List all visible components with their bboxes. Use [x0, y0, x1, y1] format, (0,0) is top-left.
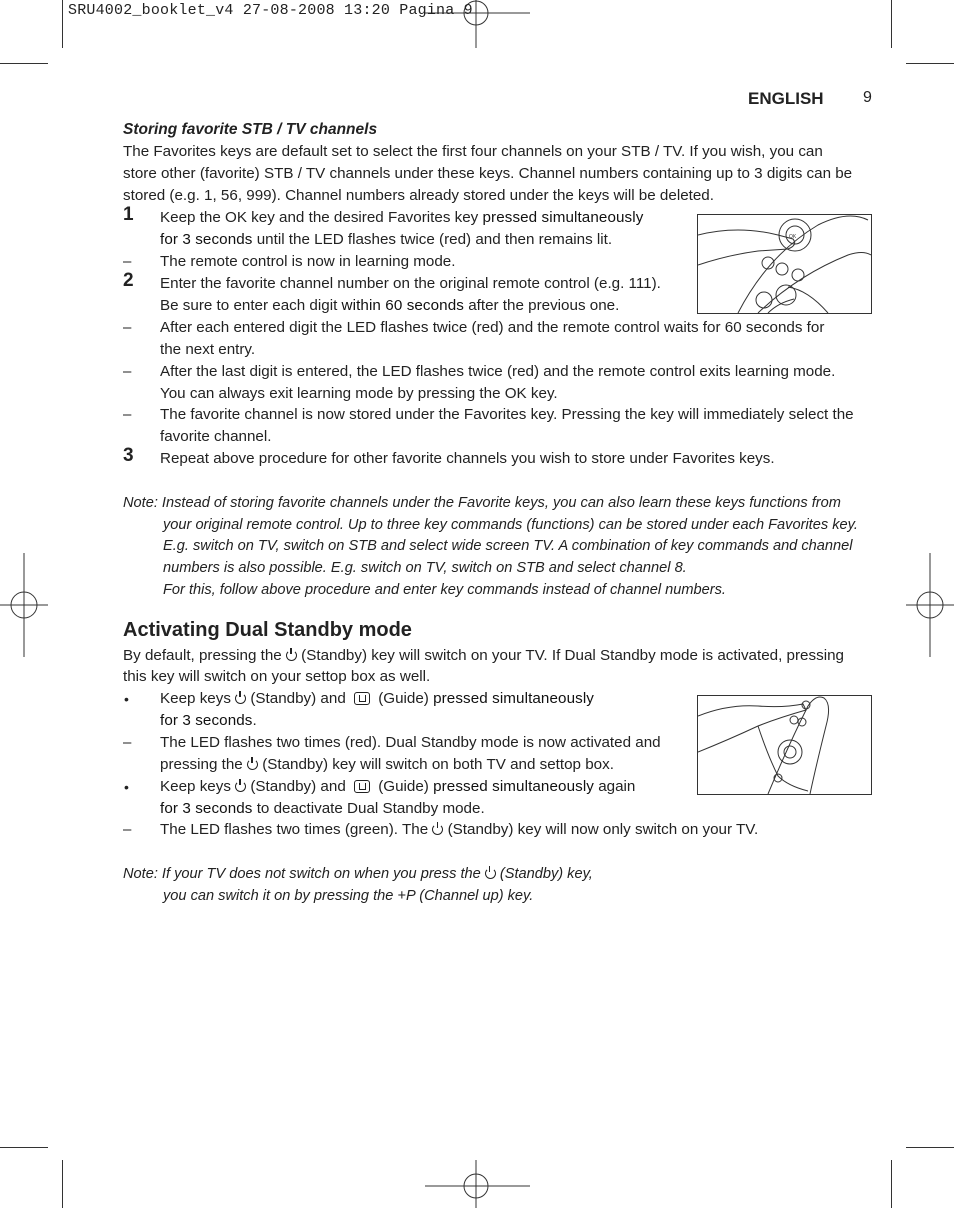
result1-text: pressing the: [160, 756, 247, 773]
guide-icon: [354, 780, 370, 793]
result-b-line-1: After the last digit is entered, the LED flashes twice (red) and the remote control exits learning mode.: [160, 363, 836, 380]
result-c-line-2: favorite channel.: [160, 428, 272, 445]
intro-line-2: store other (favorite) STB / TV channels under these keys. Channel numbers containing up to 3 digits can be: [123, 165, 853, 182]
step1-text: Keep the OK key and the desired Favorites key: [160, 209, 483, 226]
standby-icon: [235, 693, 246, 704]
step-number-1: 1: [123, 204, 134, 225]
guide-icon: [354, 692, 370, 705]
bullet1-text: Keep keys: [160, 690, 236, 707]
dash-4: –: [123, 406, 132, 423]
dash-3: –: [123, 363, 132, 380]
bullet2-line-2: [160, 798, 485, 820]
bullet2-text: Keep keys: [160, 778, 236, 795]
section-title-storing-favorites: Storing favorite STB / TV channels: [123, 121, 378, 138]
dash-2: –: [123, 319, 132, 336]
bullet2-duration: for 3 seconds: [160, 800, 253, 817]
bullet2-line-1: [160, 776, 635, 798]
language-label: ENGLISH: [748, 89, 824, 108]
dual-intro-text: By default, pressing the: [123, 647, 286, 664]
ok-key-label: OK: [789, 234, 797, 240]
result2-line: [160, 819, 758, 841]
section-title-dual-standby: Activating Dual Standby mode: [123, 619, 412, 641]
result1-line-1: The LED flashes two times (red). Dual Standby mode is now activated and: [160, 734, 661, 751]
bullet1-line-2: [160, 710, 257, 732]
note-1-line-4: numbers is also possible. E.g. switch on TV, switch on STB and select channel 8.: [163, 560, 687, 576]
remote-hand-drawing: [698, 215, 871, 313]
result2-text: The LED flashes two times (green). The: [160, 821, 433, 838]
dash-6: –: [123, 821, 132, 838]
note2-text: Note: If your TV does not switch on when you press the: [123, 866, 485, 882]
step1-text-2: until the LED flashes twice (red) and then remains lit.: [252, 231, 613, 248]
note-1-line-1: Note: Instead of storing favorite channels under the Favorite keys, you can also learn these keys functions from: [123, 495, 841, 511]
bullet2-text-3: (Guide): [373, 778, 434, 795]
result-a-line-1: After each entered digit the LED flashes twice (red) and the remote control waits for 60 seconds for: [160, 319, 825, 336]
step1-line-2: [160, 229, 612, 251]
standby-icon: [432, 824, 443, 835]
standby-icon: [485, 868, 496, 879]
bullet2-text-2: (Standby) and: [246, 778, 350, 795]
dash-1: –: [123, 253, 132, 270]
bullet1-period: .: [252, 712, 257, 729]
bullet2-text-5: to deactivate Dual Standby mode.: [252, 800, 485, 817]
bullet-1: •: [124, 691, 129, 707]
step3-text: Repeat above procedure for other favorite channels you wish to store under Favorites keys.: [160, 450, 775, 467]
bullet1-duration: for 3 seconds: [160, 712, 253, 729]
note2-text-2: (Standby) key,: [495, 866, 593, 882]
step1-line-1: [160, 207, 643, 229]
dual-intro-text-2: (Standby) key will switch on your TV. If Dual Standby mode is activated, pressing: [296, 647, 844, 664]
illustration-standby-guide: [697, 695, 872, 795]
remote-hand-drawing-2: [698, 696, 871, 794]
note-1-line-3: E.g. switch on TV, switch on STB and select wide screen TV. A combination of key commands and channel: [163, 538, 853, 554]
note-2-line-1: [123, 863, 593, 885]
step2-emphasis: within 60 seconds: [341, 297, 464, 314]
bullet2-text-4: again: [593, 778, 636, 795]
step2-text-2: after the previous one.: [463, 297, 620, 314]
bullet1-emphasis: pressed simultaneously: [433, 690, 594, 707]
note-1-line-2: your original remote control. Up to three key commands (functions) can be stored under each Favorites key.: [163, 517, 858, 533]
step1-result: The remote control is now in learning mode.: [160, 253, 456, 270]
dash-5: –: [123, 734, 132, 751]
result1-text-2: (Standby) key will switch on both TV and settop box.: [257, 756, 614, 773]
note-2-line-2: you can switch it on by pressing the +P (Channel up) key.: [163, 888, 534, 904]
dual-intro-line-2: this key will switch on your settop box as well.: [123, 668, 431, 685]
illustration-ok-favorites: [697, 214, 872, 314]
dual-intro-line-1: [123, 645, 844, 667]
standby-icon: [286, 650, 297, 661]
step2-line-1: Enter the favorite channel number on the original remote control (e.g. 111).: [160, 275, 661, 292]
intro-line-3: stored (e.g. 1, 56, 999). Channel numbers already stored under the keys will be deleted.: [123, 187, 714, 204]
step1-emphasis: pressed simultaneously: [482, 209, 644, 226]
note-1-line-5: For this, follow above procedure and enter key commands instead of channel numbers.: [163, 582, 726, 598]
bullet1-line-1: [160, 688, 594, 710]
step1-duration: for 3 seconds: [160, 231, 253, 248]
result2-text-2: (Standby) key will now only switch on your TV.: [443, 821, 759, 838]
result-a-line-2: the next entry.: [160, 341, 256, 358]
standby-icon: [235, 781, 246, 792]
print-slug: SRU4002_booklet_v4 27-08-2008 13:20 Pagina 9: [68, 2, 473, 19]
step-number-3: 3: [123, 445, 134, 466]
result1-line-2: [160, 754, 614, 776]
intro-line-1: The Favorites keys are default set to select the first four channels on your STB / TV. If you wish, you can: [123, 143, 823, 160]
bullet2-emphasis: pressed simultaneously: [433, 778, 594, 795]
bullet-2: •: [124, 779, 129, 795]
bullet1-text-2: (Standby) and: [246, 690, 350, 707]
standby-icon: [247, 759, 258, 770]
bullet1-text-3: (Guide): [373, 690, 434, 707]
step2-text: Be sure to enter each digit: [160, 297, 342, 314]
result-c-line-1: The favorite channel is now stored under the Favorites key. Pressing the key will immediately select the: [160, 406, 854, 423]
result-b-line-2: You can always exit learning mode by pressing the OK key.: [160, 385, 558, 402]
step2-line-2: [160, 295, 619, 317]
step-number-2: 2: [123, 270, 134, 291]
page-number: 9: [863, 89, 872, 106]
